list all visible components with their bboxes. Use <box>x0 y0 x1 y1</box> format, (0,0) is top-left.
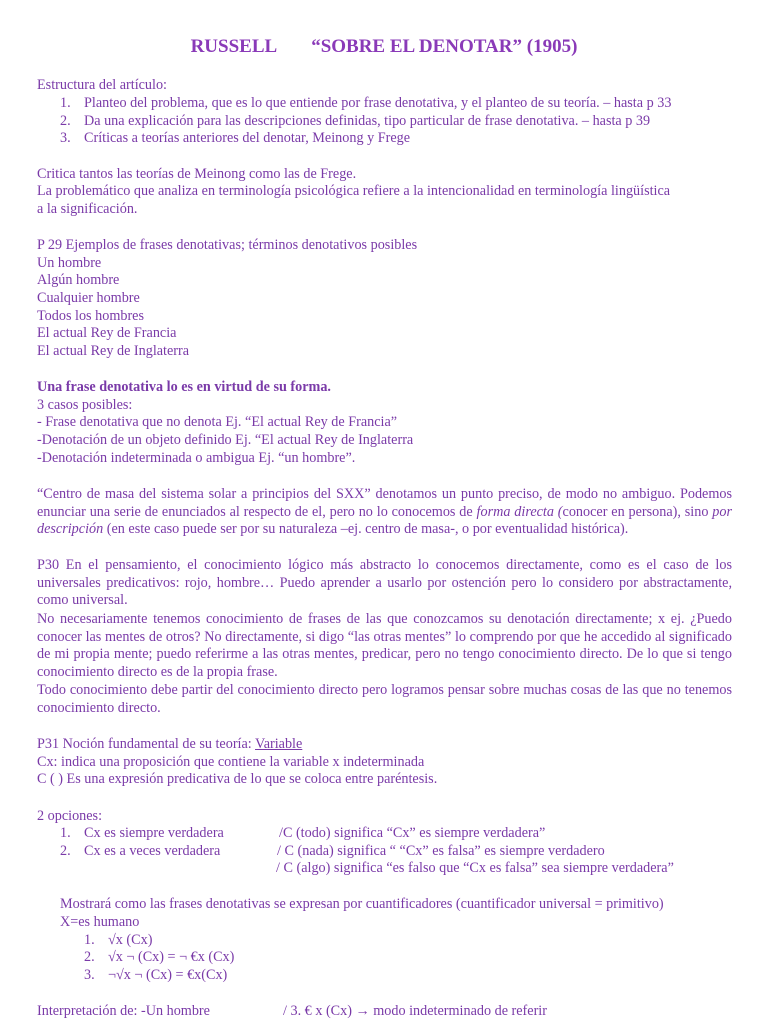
title-author: RUSSELL <box>190 36 278 57</box>
case-item: - Frase denotativa que no denota Ej. “El actual Rey de Francia” <box>37 414 398 430</box>
paragraph-otras-mentes: No necesariamente tenemos conocimiento de frases de las que conozcamos su denotación directamente; x ej. ¿Puedo conocer las mentes de otros? No directamente, si digo “las otras mentes” lo comprendo por que he accedido al significado de mi propia mente; puedo referirme a las otras mentes, predicar, pero no tengo conocimiento directo. De lo que si tengo conocimiento directo es de la propia frase. <box>37 611 732 680</box>
case-item: -Denotación de un objeto definido Ej. “El actual Rey de Inglaterra <box>37 432 414 448</box>
example-item: Algún hombre <box>37 272 120 288</box>
examples-heading: P 29 Ejemplos de frases denotativas; términos denotativos posibles <box>37 237 418 253</box>
option-row: 1. Cx es siempre verdadera <box>60 825 224 841</box>
option-row: 2. Cx es a veces verdadera <box>60 843 221 859</box>
example-item: Todos los hombres <box>37 308 144 324</box>
paragraph-conocimiento: Todo conocimiento debe partir del conocimiento directo pero logramos pensar sobre muchas cosas de las que no tenemos conocimiento directo. <box>37 682 732 716</box>
page-title <box>0 36 768 58</box>
structure-item: 1. Planteo del problema, que es lo que entiende por frase denotativa, y el planteo de su teoría. – hasta p 33 <box>60 95 672 111</box>
quantifier-item: 2. √x ¬ (Cx) = ¬ €x (Cx) <box>84 949 235 965</box>
critique-line: Critica tantos las teorías de Meinong como las de Frege. <box>37 166 357 182</box>
variable-cx: Cx: indica una proposición que contiene la variable x indeterminada <box>37 754 425 770</box>
example-item: El actual Rey de Francia <box>37 325 177 341</box>
cases-heading: 3 casos posibles: <box>37 397 133 413</box>
variable-term: Variable <box>255 736 303 752</box>
variable-heading: P31 Noción fundamental de su teoría: Variable <box>37 736 303 752</box>
critique-line: a la significación. <box>37 201 138 217</box>
variable-c: C ( ) Es una expresión predicativa de lo que se coloca entre paréntesis. <box>37 771 438 787</box>
quantifier-item: 1. √x (Cx) <box>84 932 153 948</box>
quantifier-item: 3. ¬√x ¬ (Cx) = €x(Cx) <box>84 967 228 983</box>
example-item: Un hombre <box>37 255 102 271</box>
quantifiers-example: X=es humano <box>60 914 140 930</box>
structure-heading: Estructura del artículo: <box>37 77 168 93</box>
structure-item: 2. Da una explicación para las descripciones definidas, tipo particular de frase denotativa. – hasta p 39 <box>60 113 651 129</box>
structure-item: 3. Críticas a teorías anteriores del denotar, Meinong y Frege <box>60 130 411 146</box>
paragraph-centro-de-masa: “Centro de masa del sistema solar a principios del SXX” denotamos un punto preciso, de modo no ambiguo. Podemos enunciar una serie de enunciados al respecto de el, pero no lo conocemos de forma directa (conocer en persona), sino por descripción (en este caso puede ser por su naturaleza –ej. centro de masa-, o por eventualidad histórica). <box>37 486 732 538</box>
option-meaning: /C (todo) significa “Cx” es siempre verdadera” <box>279 825 546 841</box>
title-work: “SOBRE EL DENOTAR” (1905) <box>311 36 578 57</box>
options-heading: 2 opciones: <box>37 808 103 824</box>
interpretation-value: / 3. € x (Cx) → modo indeterminado de referir <box>283 1003 547 1019</box>
paragraph-p30: P30 En el pensamiento, el conocimiento lógico más abstracto lo conocemos directamente, como es el caso de los universales predicativos: rojo, hombre… Puedo aprender a usarlo por ostención pero lo considero por abstractamente, como universal. <box>37 557 732 609</box>
critique-line: La problemático que analiza en terminología psicológica refiere a la intencionalidad en terminología lingüística <box>37 183 671 199</box>
example-item: Cualquier hombre <box>37 290 140 306</box>
interpretation-label: Interpretación de: -Un hombre <box>37 1003 210 1019</box>
form-statement: Una frase denotativa lo es en virtud de su forma. <box>37 379 331 395</box>
option-meaning: / C (nada) significa “ “Cx” es falsa” es siempre verdadero <box>277 843 605 859</box>
case-item: -Denotación indeterminada o ambigua Ej. “un hombre”. <box>37 450 356 466</box>
option-meaning: / C (algo) significa “es falso que “Cx es falsa” sea siempre verdadera” <box>276 860 674 876</box>
quantifiers-intro: Mostrará como las frases denotativas se expresan por cuantificadores (cuantificador universal = primitivo) <box>60 896 664 912</box>
example-item: El actual Rey de Inglaterra <box>37 343 190 359</box>
